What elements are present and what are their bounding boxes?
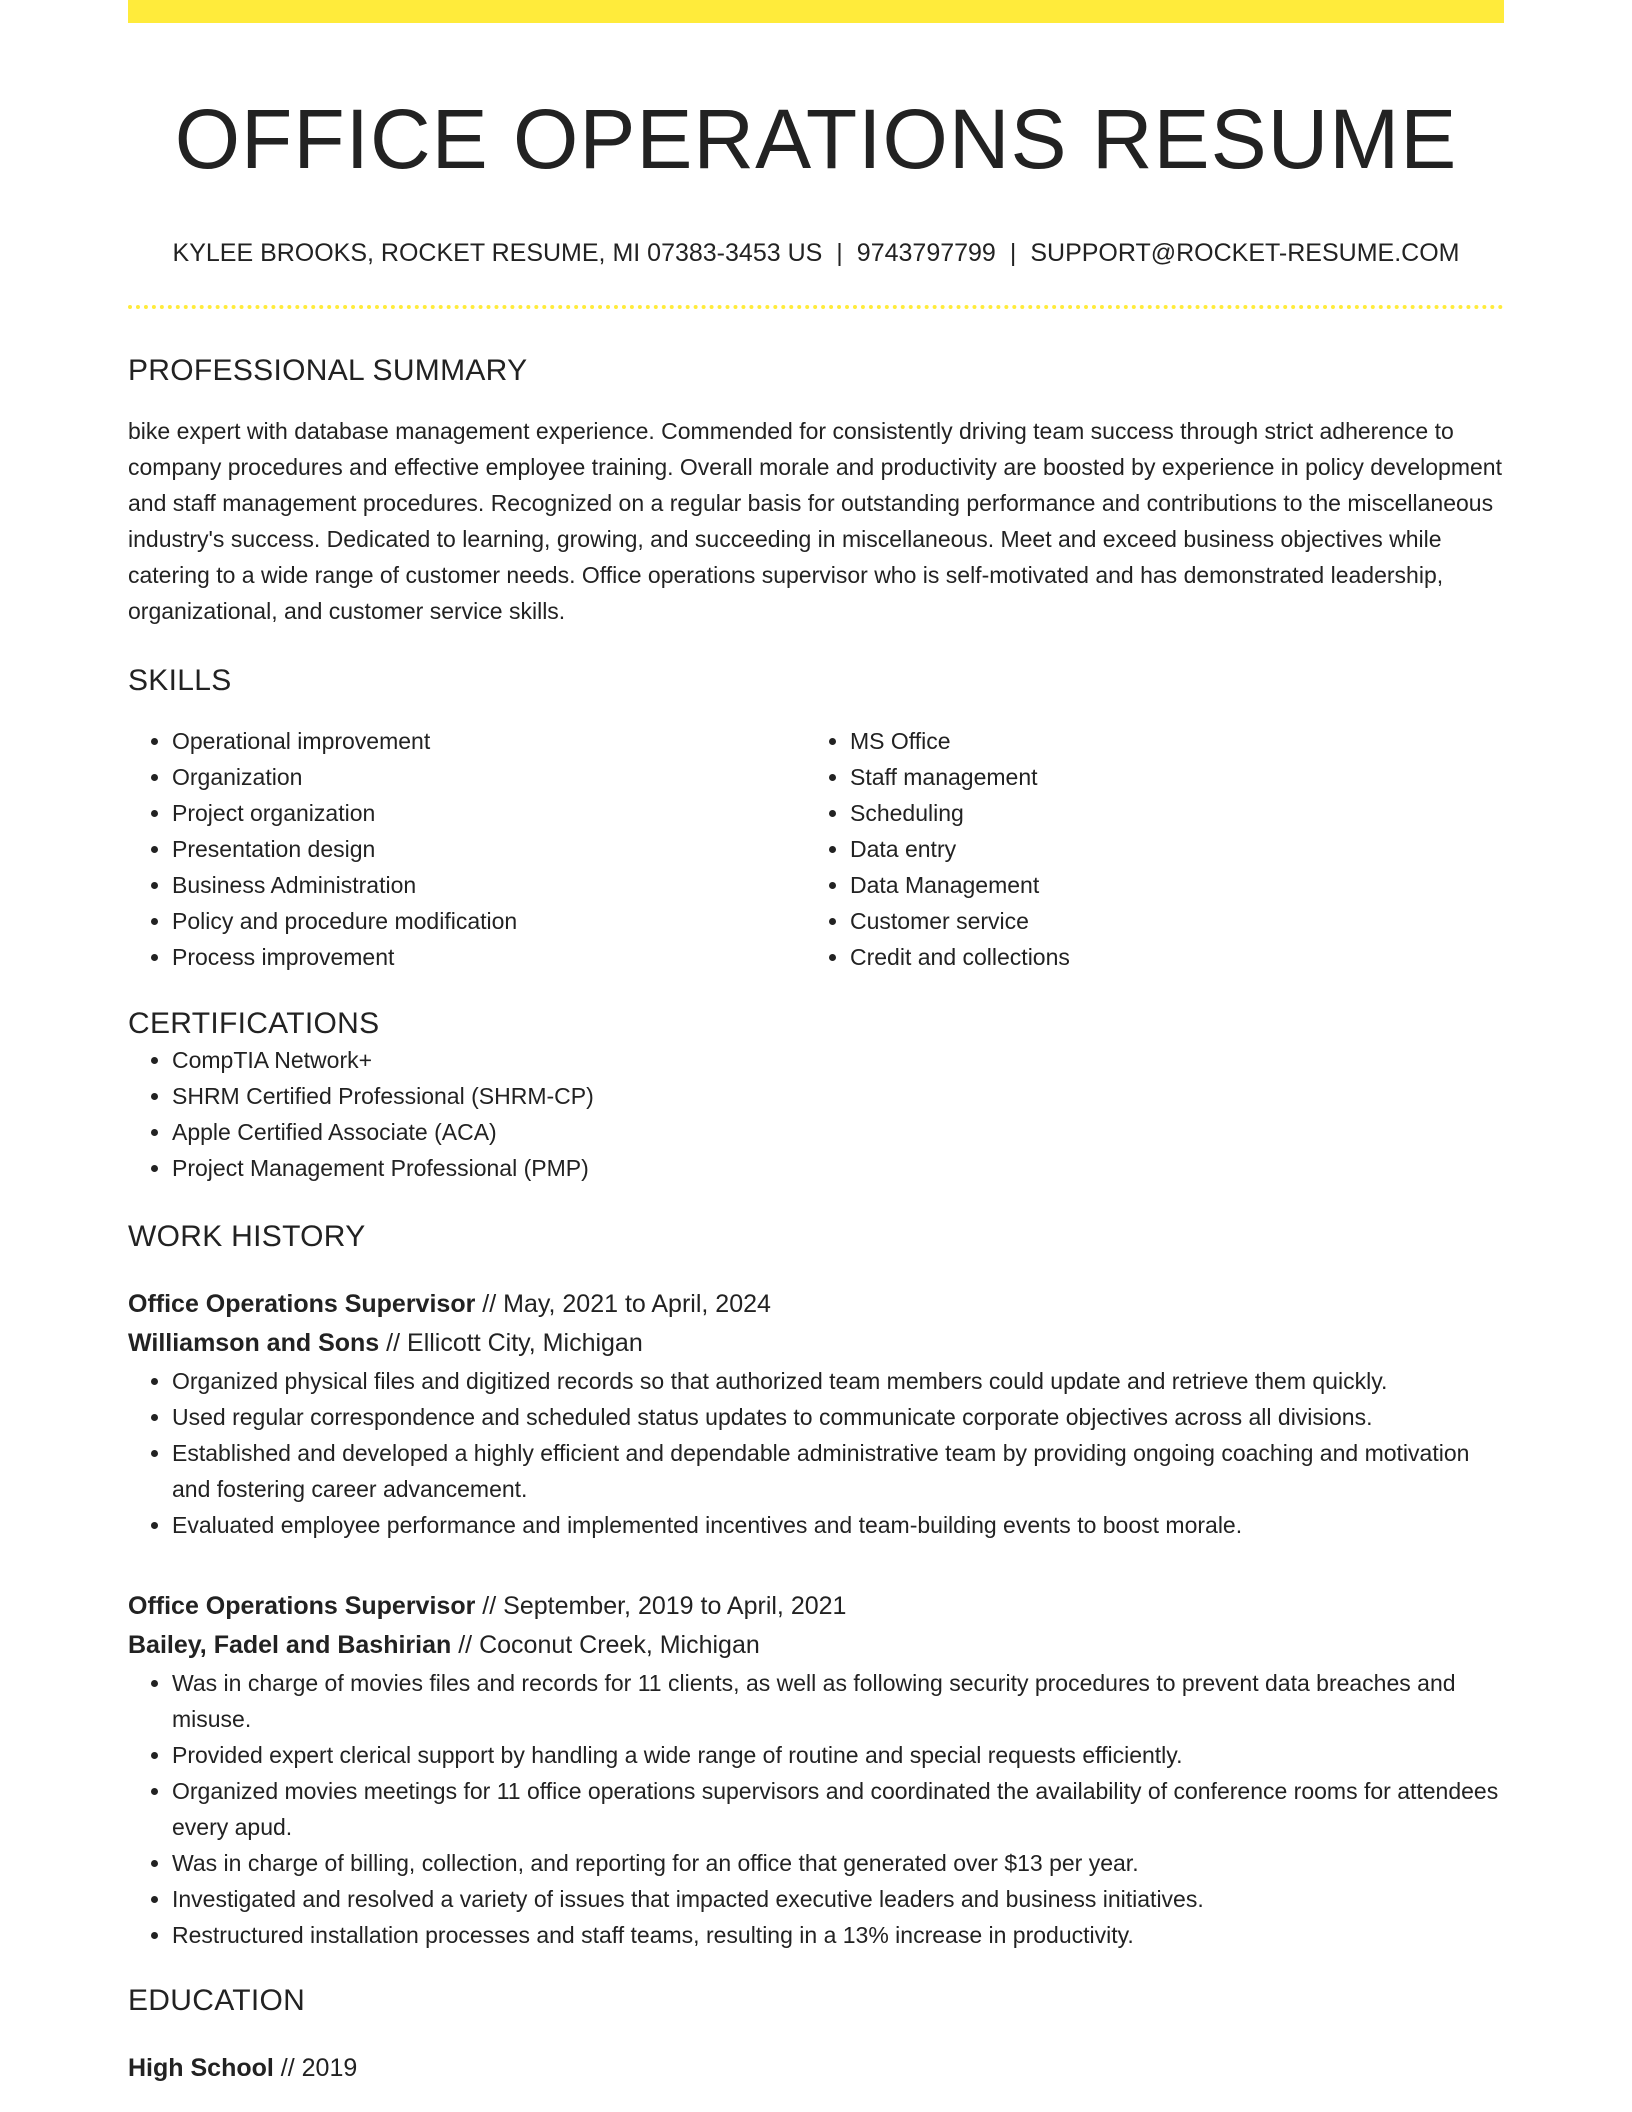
contact-line	[128, 238, 1504, 268]
skill-item: • Data Management	[850, 867, 1484, 903]
certification-item: • CompTIA Network+	[172, 1042, 1504, 1078]
education-entry	[128, 2049, 1504, 2088]
contact-phone: 9743797799	[856, 238, 996, 267]
skills-columns	[128, 723, 1504, 975]
job-title-line	[128, 1285, 1504, 1324]
skills-left-column	[128, 723, 806, 975]
job-company: Bailey, Fadel and Bashirian	[128, 1630, 452, 1659]
job-duty-item: • Organized movies meetings for 11 office operations supervisors and coordinated the availability of conference rooms for attendees every apud.	[172, 1773, 1504, 1845]
skill-item: • Scheduling	[850, 795, 1484, 831]
education-heading: EDUCATION	[128, 1983, 306, 2017]
job-duty-item: • Investigated and resolved a variety of issues that impacted executive leaders and business initiatives.	[172, 1881, 1504, 1917]
job-title-line	[128, 1587, 1504, 1626]
skill-item: • Project organization	[172, 795, 806, 831]
skills-heading: SKILLS	[128, 663, 232, 697]
job-duty-item: • Provided expert clerical support by handling a wide range of routine and special requests efficiently.	[172, 1737, 1504, 1773]
job-duty-item: • Established and developed a highly efficient and dependable administrative team by providing ongoing coaching and motivation and fostering career advancement.	[172, 1435, 1504, 1507]
education-school: High School	[128, 2053, 274, 2082]
job-duty-item: • Was in charge of billing, collection, and reporting for an office that generated over $13 per year.	[172, 1845, 1504, 1881]
job-duties-list	[128, 1665, 1504, 1953]
contact-separator: |	[836, 238, 843, 267]
resume-page	[128, 0, 1504, 2088]
certifications-heading: CERTIFICATIONS	[128, 1006, 380, 1040]
certification-item: • SHRM Certified Professional (SHRM-CP)	[172, 1078, 1504, 1114]
job-separator: //	[482, 1591, 497, 1620]
resume-title: OFFICE OPERATIONS RESUME	[174, 92, 1458, 186]
skill-item: • Process improvement	[172, 939, 806, 975]
certification-item: • Apple Certified Associate (ACA)	[172, 1114, 1504, 1150]
job-location: Ellicott City, Michigan	[407, 1328, 643, 1357]
certifications-list	[128, 1042, 1504, 1186]
skill-item: • Customer service	[850, 903, 1484, 939]
job-company-line	[128, 1626, 1504, 1665]
summary-text: bike expert with database management experience. Commended for consistently driving team success through strict adherence to company procedures and effective employee training. Overall morale and productivity are boosted by experience in policy development and staff management procedures. Recognized on a regular basis for outstanding performance and contributions to the miscellaneous industry's success. Dedicated to learning, growing, and succeeding in miscellaneous. Meet and exceed business objectives while catering to a wide range of customer needs. Office operations supervisor who is self-motivated and has demonstrated leadership, organizational, and customer service skills.	[128, 417, 1502, 624]
job-company: Williamson and Sons	[128, 1328, 380, 1357]
skills-left-list	[128, 723, 806, 975]
job-company-line	[128, 1324, 1504, 1363]
job-title: Office Operations Supervisor	[128, 1289, 476, 1318]
contact-separator: |	[1009, 238, 1017, 267]
job-dates: May, 2021 to April, 2024	[503, 1289, 771, 1318]
contact-email: SUPPORT@ROCKET-RESUME.COM	[1030, 238, 1460, 267]
work-history-heading: WORK HISTORY	[128, 1219, 366, 1253]
dotted-divider	[128, 305, 1504, 309]
skill-item: • MS Office	[850, 723, 1484, 759]
job-duty-item: • Evaluated employee performance and implemented incentives and team-building events to boost morale.	[172, 1507, 1504, 1543]
certification-item: • Project Management Professional (PMP)	[172, 1150, 1504, 1186]
job-duty-item: • Organized physical files and digitized records so that authorized team members could update and retrieve them quickly.	[172, 1363, 1504, 1399]
job-separator: //	[386, 1328, 401, 1357]
accent-bar	[128, 0, 1504, 23]
job-duty-item: • Was in charge of movies files and records for 11 clients, as well as following security procedures to prevent data breaches and misuse.	[172, 1665, 1504, 1737]
skill-item: • Presentation design	[172, 831, 806, 867]
summary-heading: PROFESSIONAL SUMMARY	[128, 353, 528, 387]
job-dates: September, 2019 to April, 2021	[503, 1591, 847, 1620]
education-separator: //	[280, 2053, 295, 2082]
job-separator: //	[458, 1630, 473, 1659]
contact-address: KYLEE BROOKS, ROCKET RESUME, MI 07383-3453 US	[172, 238, 823, 267]
education-year: 2019	[301, 2053, 358, 2082]
job-entry	[128, 1285, 1504, 1543]
job-entry	[128, 1587, 1504, 1953]
job-separator: //	[482, 1289, 497, 1318]
skill-item: • Policy and procedure modification	[172, 903, 806, 939]
job-duties-list	[128, 1363, 1504, 1543]
skill-item: • Operational improvement	[172, 723, 806, 759]
job-location: Coconut Creek, Michigan	[479, 1630, 760, 1659]
skills-right-column	[806, 723, 1484, 975]
skills-right-list	[806, 723, 1484, 975]
skill-item: • Credit and collections	[850, 939, 1484, 975]
skill-item: • Data entry	[850, 831, 1484, 867]
job-duty-item: • Restructured installation processes and staff teams, resulting in a 13% increase in productivity.	[172, 1917, 1504, 1953]
skill-item: • Organization	[172, 759, 806, 795]
job-title: Office Operations Supervisor	[128, 1591, 476, 1620]
skill-item: • Business Administration	[172, 867, 806, 903]
skill-item: • Staff management	[850, 759, 1484, 795]
job-duty-item: • Used regular correspondence and scheduled status updates to communicate corporate objectives across all divisions.	[172, 1399, 1504, 1435]
